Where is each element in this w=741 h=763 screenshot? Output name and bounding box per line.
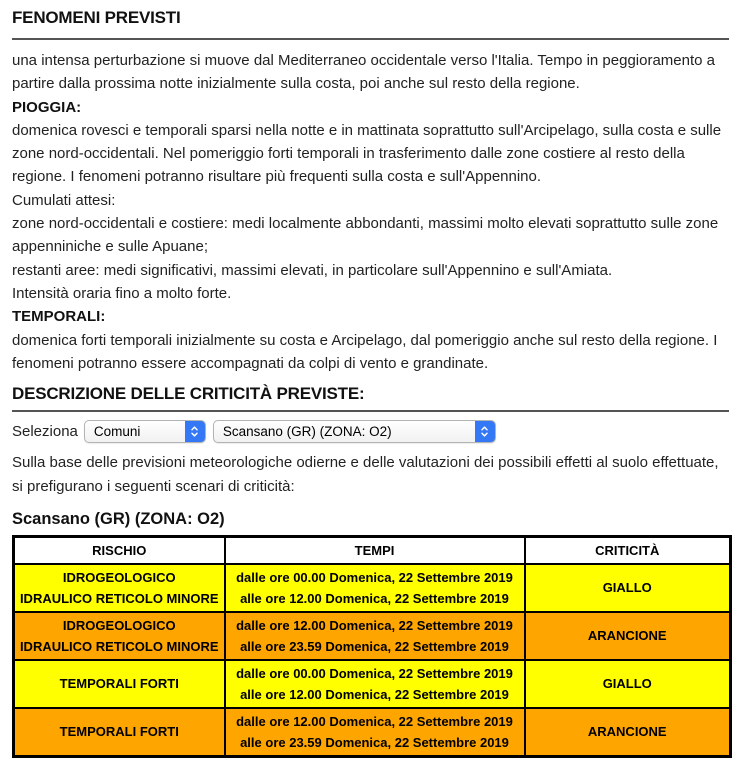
criticita-table	[12, 535, 732, 758]
table-row	[14, 564, 731, 612]
category-select[interactable]	[84, 420, 206, 443]
fenomeni-text	[12, 49, 729, 375]
header-tempi: TEMPI	[225, 537, 525, 564]
criticita-intro: Sulla base delle previsioni meteorologiche odierne e delle valutazioni dei possibili effetti al suolo effettuate, si prefigurano i seguenti scenari di criticità:	[12, 454, 719, 495]
tempi-cell	[225, 660, 525, 708]
tempi-line: alle ore 12.00 Domenica, 22 Settembre 2019	[240, 686, 509, 702]
cumulati-label: Cumulati attesi:	[12, 191, 116, 209]
pioggia-description: domenica rovesci e temporali sparsi nella notte e in mattinata soprattutto sull'Arcipelago, sulla costa e sulle zone nord-occidentali. Nel pomeriggio forti temporali in trasferimento dalle zone costiere al resto della regione. I fenomeni potranno risultare più frequenti sulla costa e sull'Appennino.	[12, 121, 722, 186]
cumulati-restanti: restanti aree: medi significativi, massimi elevati, in particolare sull'Appennino e sull'Amiata.	[12, 261, 613, 279]
criticita-cell: GIALLO	[525, 564, 731, 612]
tempi-line: alle ore 23.59 Domenica, 22 Settembre 2019	[240, 734, 509, 750]
rischio-cell: TEMPORALI FORTI	[14, 708, 225, 757]
criticita-title: DESCRIZIONE DELLE CRITICITÀ PREVISTE:	[12, 384, 365, 404]
comune-select[interactable]	[213, 420, 496, 443]
criticita-cell: ARANCIONE	[525, 708, 731, 757]
fenomeni-intro: una intensa perturbazione si muove dal Mediterraneo occidentale verso l'Italia. Tempo in peggioramento a partire dalla prossima notte inizialmente sulla costa, poi anche sul resto della regione.	[12, 52, 716, 93]
selector-row	[12, 420, 729, 443]
select-up-down-chevrons-icon	[475, 421, 495, 442]
tempi-cell	[225, 612, 525, 660]
header-criticita: CRITICITÀ	[525, 537, 731, 564]
tempi-line: dalle ore 12.00 Domenica, 22 Settembre 2019	[236, 713, 513, 729]
seleziona-label: Seleziona	[12, 423, 78, 441]
temporali-label: TEMPORALI:	[12, 308, 106, 326]
divider	[12, 410, 729, 412]
category-select-value: Comuni	[93, 424, 141, 440]
cumulati-nordoccidentali: zone nord-occidentali e costiere: medi localmente abbondanti, massimi molto elevati soprattutto sulle zone appenniniche e sulle Apuane;	[12, 215, 719, 256]
rischio-line: IDROGEOLOGICO	[62, 569, 176, 585]
rischio-line: IDROGEOLOGICO	[62, 617, 176, 633]
criticita-cell: GIALLO	[525, 660, 731, 708]
criticita-cell: ARANCIONE	[525, 612, 731, 660]
fenomeni-title: FENOMENI PREVISTI	[12, 8, 181, 27]
intensita-oraria: Intensità oraria fino a molto forte.	[12, 284, 232, 302]
tempi-line: dalle ore 00.00 Domenica, 22 Settembre 2019	[236, 665, 513, 681]
select-up-down-chevrons-icon	[185, 421, 205, 442]
comune-select-value: Scansano (GR) (ZONA: O2)	[222, 424, 392, 440]
rischio-cell: TEMPORALI FORTI	[14, 660, 225, 708]
zone-title: Scansano (GR) (ZONA: O2)	[12, 510, 225, 529]
rischio-cell	[14, 564, 225, 612]
tempi-line: alle ore 23.59 Domenica, 22 Settembre 2019	[240, 638, 509, 654]
rischio-cell	[14, 612, 225, 660]
temporali-description: domenica forti temporali inizialmente su costa e Arcipelago, dal pomeriggio anche sul resto della regione. I fenomeni potranno essere accompagnati da colpi di vento e grandinate.	[12, 331, 718, 372]
table-row	[14, 612, 731, 660]
rischio-line: IDRAULICO RETICOLO MINORE	[19, 590, 219, 606]
table-row	[14, 708, 731, 757]
tempi-line: alle ore 12.00 Domenica, 22 Settembre 2019	[240, 590, 509, 606]
table-header-row	[14, 537, 731, 564]
tempi-line: dalle ore 12.00 Domenica, 22 Settembre 2019	[236, 617, 513, 633]
rischio-line: IDRAULICO RETICOLO MINORE	[19, 638, 219, 654]
header-rischio: RISCHIO	[14, 537, 225, 564]
pioggia-label: PIOGGIA:	[12, 98, 82, 116]
tempi-cell	[225, 564, 525, 612]
tempi-line: dalle ore 00.00 Domenica, 22 Settembre 2019	[236, 569, 513, 585]
divider	[12, 38, 729, 40]
table-row	[14, 660, 731, 708]
tempi-cell	[225, 708, 525, 757]
